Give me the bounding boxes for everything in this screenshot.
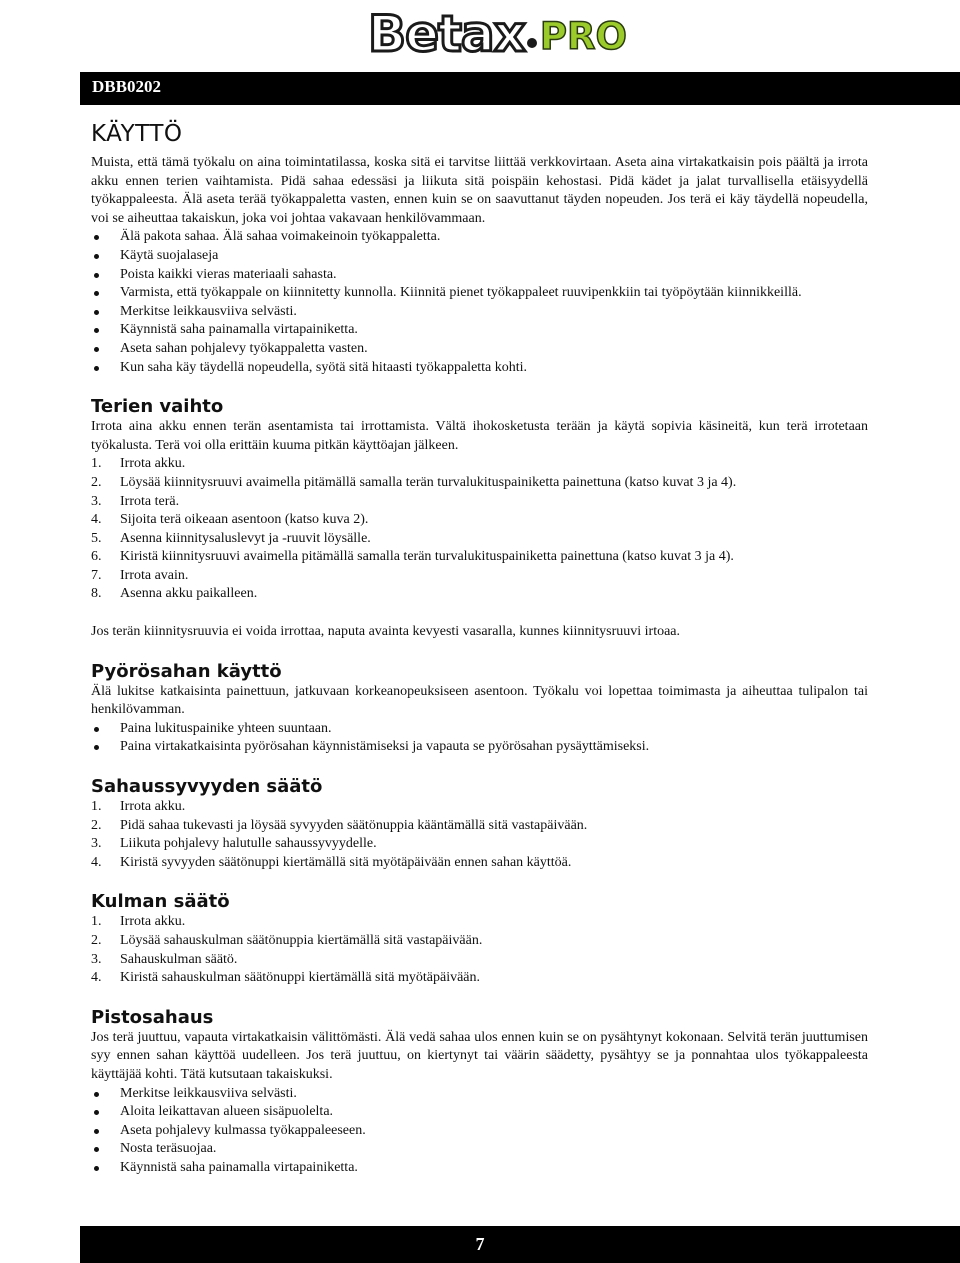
list-item: Poista kaikki vieras materiaali sahasta. [91,266,868,285]
kulma-steps [91,913,868,987]
header-bar [80,72,960,105]
list-item: Merkitse leikkausviiva selvästi. [91,303,868,322]
list-item: 1. Irrota akku. [91,799,186,815]
section-title-pisto: Pistosahaus [91,1006,214,1028]
list-item: Nosta teräsuojaa. [91,1140,868,1159]
pisto-bullet-list [91,1085,868,1178]
terien-steps [91,455,868,604]
brand-logo [368,4,627,62]
list-item: Aloita leikattavan alueen sisäpuolelta. [91,1103,868,1122]
section-title-pyoro: Pyörösahan käyttö [91,660,282,682]
list-item: Aseta sahan pohjalevy työkappaletta vasten. [91,340,868,359]
pyoro-bullet-list [91,720,868,757]
logo-suffix: PRO [539,15,627,58]
list-item: 4. Kiristä sahauskulman säätönuppi kiertämällä sitä myötäpäivään. [91,970,481,986]
list-item: Merkitse leikkausviiva selvästi. [91,1085,868,1104]
pyoro-paragraph: Älä lukitse katkaisinta painettuun, jatkuvaan korkeanopeuksiseen asentoon. Työkalu voi lopettaa toimimasta ja aiheuttaa tulipalon tai henkilövamman. [91,683,868,718]
syvyys-steps [91,798,868,872]
kaytto-bullet-list [91,228,868,377]
section-sahaussyvyys [91,776,868,872]
footer-bar [80,1226,960,1263]
list-item: Varmista, että työkappale on kiinnitetty kunnolla. Kiinnitä pienet työkappaleet ruuvipenkkiin tai työpöytään kiinnikkeillä. [91,284,868,303]
section-terien-vaihto [91,396,868,642]
list-item: 3. Irrota terä. [91,493,180,509]
section-title-kaytto: KÄYTTÖ [91,121,183,147]
list-item: 8. Asenna akku paikalleen. [91,586,258,602]
list-item: 3. Liikuta pohjalevy halutulle sahaussyvyydelle. [91,836,377,852]
list-item: 3. Sahauskulman säätö. [91,951,238,967]
list-item: 4. Kiristä syvyyden säätönuppi kiertämällä sitä myötäpäivään ennen sahan käyttöä. [91,854,572,870]
list-item: 2. Löysää kiinnitysruuvi avaimella pitämällä samalla terän turvalukituspainiketta painettuna (katso kuvat 3 ja 4). [91,474,737,490]
pisto-paragraph: Jos terä juuttuu, vapauta virtakatkaisin välittömästi. Älä vedä sahaa ulos ennen kuin se on pysähtynyt kokonaan. Selvitä terän juuttumisen syy ennen sahan käyttöä uudelleen. Jos terä juuttuu, on kiertynyt tai väärin säädetty, pysähtyy se ja ponnahtaa ulos työkappaleesta käyttäjää kohti. Tätä kutsutaan takaiskuksi. [91,1029,868,1082]
section-pyorosahan-kaytto [91,661,868,757]
manual-content [91,119,868,1178]
list-item: 1. Irrota akku. [91,456,186,472]
list-item: Paina virtakatkaisinta pyörösahan käynnistämiseksi ja vapauta se pyörösahan pysäyttämiseksi. [91,738,868,757]
list-item: 5. Asenna kiinnitysaluslevyt ja -ruuvit löysälle. [91,530,371,546]
list-item: Älä pakota sahaa. Älä sahaa voimakeinoin työkappaletta. [91,228,868,247]
terien-note: Jos terän kiinnitysruuvia ei voida irrottaa, naputa avainta kevyesti vasaralla, kunnes kiinnitysruuvi irtoaa. [91,624,681,640]
section-kulman-saato [91,891,868,987]
page-number: 7 [475,1234,485,1254]
list-item: 7. Irrota avain. [91,567,189,583]
product-code: DBB0202 [92,77,161,96]
list-item: Käynnistä saha painamalla virtapainiketta. [91,1159,868,1178]
list-item: 6. Kiristä kiinnitysruuvi avaimella pitämällä samalla terän turvalukituspainiketta painettuna (katso kuvat 3 ja 4). [91,549,734,565]
list-item: Aseta pohjalevy kulmassa työkappaleeseen. [91,1122,868,1141]
section-title-syvyys: Sahaussyvyyden säätö [91,776,323,798]
list-item: Paina lukituspainike yhteen suuntaan. [91,720,868,739]
section-title-kulma: Kulman säätö [91,891,230,913]
list-item: Kun saha käy täydellä nopeudella, syötä sitä hitaasti työkappaletta kohti. [91,359,868,378]
list-item: 2. Löysää sahauskulman säätönuppia kiertämällä sitä vastapäivään. [91,933,483,948]
list-item: Käytä suojalaseja [91,247,868,266]
section-title-terien: Terien vaihto [91,396,224,418]
logo-dot [527,38,537,48]
list-item: 2. Pidä sahaa tukevasti ja löysää syvyyden säätönuppia kääntämällä sitä vastapäivään. [91,817,588,833]
list-item: 1. Irrota akku. [91,914,186,930]
section-pistosahaus [91,1007,868,1178]
list-item: 4. Sijoita terä oikeaan asentoon (katso kuva 2). [91,512,369,528]
logo-text: Betax [368,5,525,63]
terien-paragraph: Irrota aina akku ennen terän asentamista tai irrottamista. Vältä ihokosketusta terään ja käytä sopivia käsineitä, kun terä irrotetaan työkalusta. Terä voi olla erittäin kuuma pitkän käyttöajan jälkeen. [91,419,868,453]
kaytto-paragraph: Muista, että tämä työkalu on aina toimintatilassa, koska sitä ei tarvitse liittää verkkovirtaan. Aseta aina virtakatkaisin pois päältä ja irrota akku ennen terien vaihtamista. Pidä sahaa edessäsi ja liikuta sitä poispäin kehostasi. Pidä kädet ja jalat turvallisella etäisyydellä työkappaleesta. Älä aseta terää työkappaletta vasten, ennen kuin se on saavuttanut täyden nopeuden. Jos terä ei käy täydellä nopeudella, voi se aiheuttaa takaiskun, joka voi johtaa vakavaan henkilövammaan. [91,155,868,226]
list-item: Käynnistä saha painamalla virtapainiketta. [91,321,868,340]
